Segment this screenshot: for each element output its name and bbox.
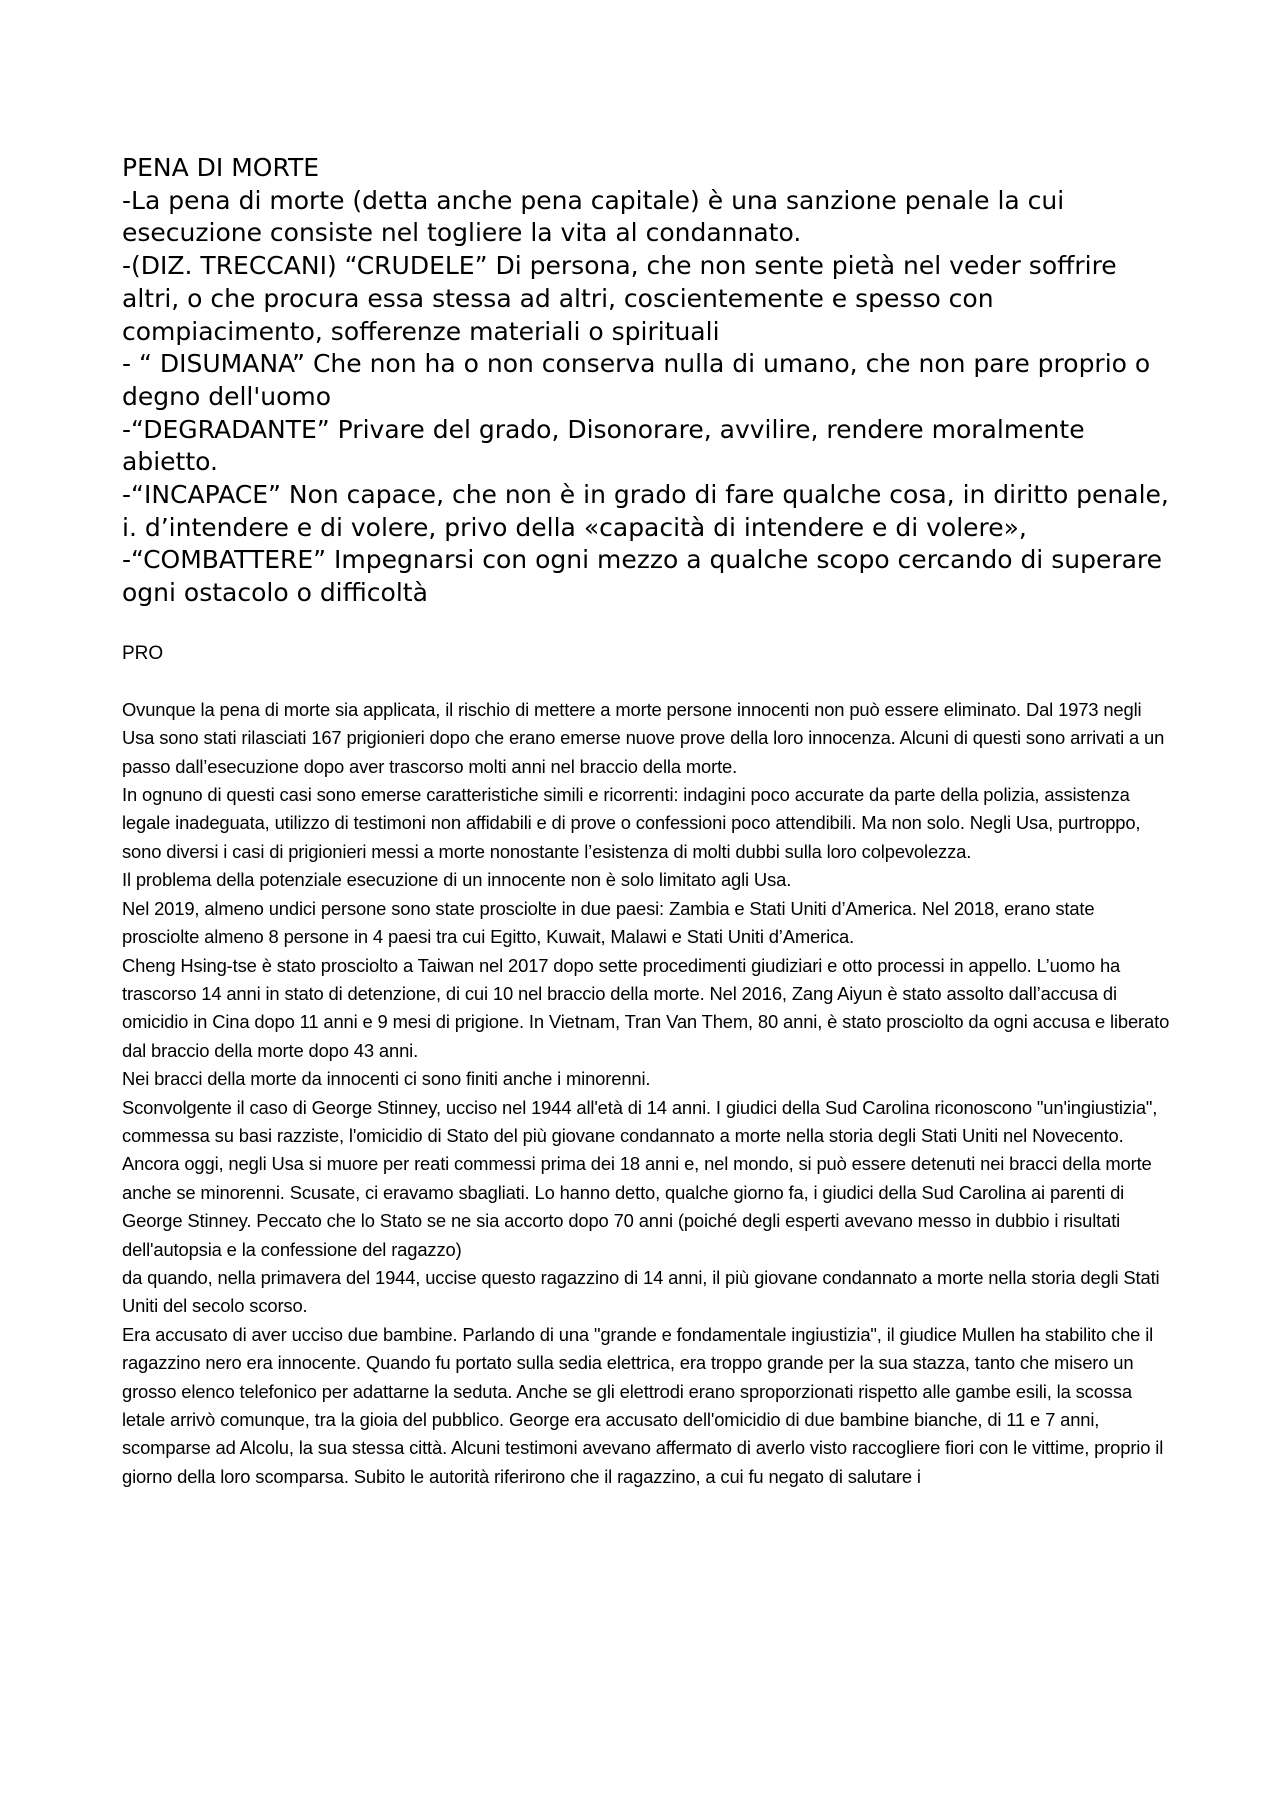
definition-degradante: -“DEGRADANTE” Privare del grado, Disonorare, avvilire, rendere moralmente abietto. bbox=[122, 414, 1085, 477]
paragraph: Era accusato di aver ucciso due bambine. Parlando di una "grande e fondamentale ingiustizia", il giudice Mullen ha stabilito che il ragazzino nero era innocente. Quando fu portato sulla sedia elettrica, era troppo grande per la sua stazza, tanto che misero un grosso elenco telefonico per adattarne la seduta. Anche se gli elettrodi erano sproporzionati rispetto alle gambe esili, la scossa letale arrivò comunque, tra la gioia del pubblico. George era accusato dell'omicidio di due bambine bianche, di 11 e 7 anni, scomparse ad Alcolu, la sua stessa città. Alcuni testimoni avevano affermato di averlo visto raccogliere fiori con le vittime, proprio il giorno della loro scomparsa. Subito le autorità riferirono che il ragazzino, a cui fu negato di salutare i bbox=[122, 1323, 1164, 1487]
paragraph: Ovunque la pena di morte sia applicata, il rischio di mettere a morte persone innocenti non può essere eliminato. Dal 1973 negli Usa sono stati rilasciati 167 prigionieri dopo che erano emerse nuove prove della loro innocenza. Alcuni di questi sono arrivati a un passo dall’esecuzione dopo aver trascorso molti anni nel braccio della morte. bbox=[122, 698, 1165, 777]
paragraph: In ognuno di questi casi sono emerse caratteristiche simili e ricorrenti: indagini poco accurate da parte della polizia, assistenza legale inadeguata, utilizzo di testimoni non affidabili e di prove o confessioni poco attendibili. Ma non solo. Negli Usa, purtroppo, sono diversi i casi di prigionieri messi a morte nonostante l’esistenza di molti dubbi sulla loro colpevolezza. bbox=[122, 784, 1141, 862]
definition-crudele: -(DIZ. TRECCANI) “CRUDELE” Di persona, che non sente pietà nel veder soffrire altri, o che procura essa stessa ad altri, coscientemente e spesso con compiacimento, sofferenze materiali o spirituali bbox=[122, 251, 1117, 346]
paragraph: da quando, nella primavera del 1944, uccise questo ragazzino di 14 anni, il più giovane condannato a morte nella storia degli Stati Uniti del secolo scorso. bbox=[122, 1266, 1160, 1317]
paragraph: Nel 2019, almeno undici persone sono state prosciolte in due paesi: Zambia e Stati Uniti d’America. Nel 2018, erano state prosciolte almeno 8 persone in 4 paesi tra cui Egitto, Kuwait, Malawi e Stati Uniti d’America. bbox=[122, 897, 1095, 948]
definition-pena-di-morte: -La pena di morte (detta anche pena capitale) è una sanzione penale la cui esecuzione consiste nel togliere la vita al condannato. bbox=[122, 185, 1065, 248]
document-page bbox=[122, 152, 1170, 1491]
document-title: PENA DI MORTE bbox=[122, 153, 320, 182]
definition-combattere: -“COMBATTERE” Impegnarsi con ogni mezzo a qualche scopo cercando di superare ogni ostacolo o difficoltà bbox=[122, 545, 1163, 608]
section-label-pro: PRO bbox=[122, 642, 164, 664]
definitions-block bbox=[122, 152, 1170, 610]
definition-incapace: -“INCAPACE” Non capace, che non è in grado di fare qualche cosa, in diritto penale, i. d’intendere e di volere, privo della «capacità di intendere e di volere», bbox=[122, 480, 1169, 542]
paragraph: Cheng Hsing-tse è stato prosciolto a Taiwan nel 2017 dopo sette procedimenti giudiziari e otto processi in appello. L’uomo ha trascorso 14 anni in stato di detenzione, di cui 10 nel braccio della morte. Nel 2016, Zang Aiyun è stato assolto dall’accusa di omicidio in Cina dopo 11 anni e 9 mesi di prigione. In Vietnam, Tran Van Them, 80 anni, è stato prosciolto da ogni accusa e liberato dal braccio della morte dopo 43 anni. bbox=[122, 954, 1170, 1061]
paragraph: Il problema della potenziale esecuzione di un innocente non è solo limitato agli Usa. bbox=[122, 869, 792, 891]
definition-disumana: - “ DISUMANA” Che non ha o non conserva nulla di umano, che non pare proprio o degno dell'uomo bbox=[122, 349, 1151, 411]
paragraph: Nei bracci della morte da innocenti ci sono finiti anche i minorenni. bbox=[122, 1068, 651, 1090]
paragraph: Sconvolgente il caso di George Stinney, ucciso nel 1944 all'età di 14 anni. I giudici della Sud Carolina riconoscono "un'ingiustizia", commessa su basi razziste, l'omicidio di Stato del più giovane condannato a morte nella storia degli Stati Uniti nel Novecento. Ancora oggi, negli Usa si muore per reati commessi prima dei 18 anni e, nel mondo, si può essere detenuti nei bracci della morte anche se minorenni. Scusate, ci eravamo sbagliati. Lo hanno detto, qualche giorno fa, i giudici della Sud Carolina ai parenti di George Stinney. Peccato che lo Stato se ne sia accorto dopo 70 anni (poiché degli esperti avevano messo in dubbio i risultati dell'autopsia e la confessione del ragazzo) bbox=[122, 1096, 1158, 1260]
body-text bbox=[122, 696, 1170, 1491]
